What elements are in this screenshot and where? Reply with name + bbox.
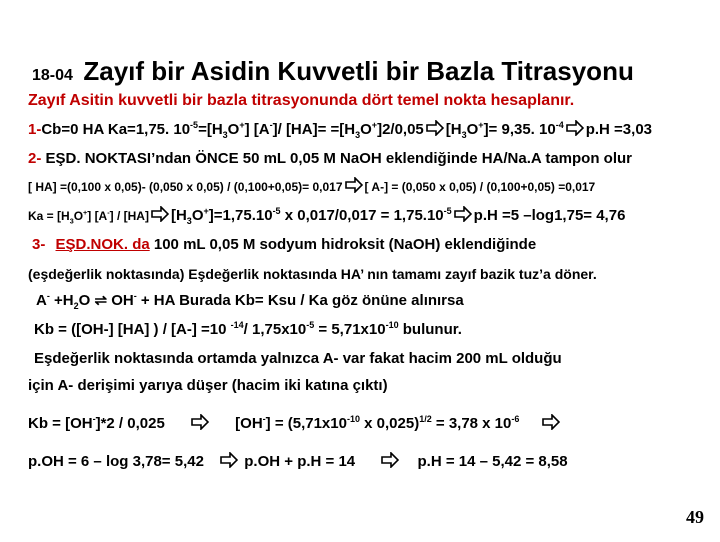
exponent: -5: [306, 320, 315, 330]
formula-part: [H: [170, 207, 187, 224]
formula-part: + HA Burada Kb= Ksu / Ka göz önüne alınırsa: [136, 292, 464, 309]
point-3-line-4: Eşdeğerlik noktasında ortamda yalnızca A- var fakat hacim 200 mL olduğu: [34, 350, 562, 367]
point-2-line-2: [28, 206, 625, 226]
formula-part: x 0,025): [359, 415, 420, 432]
subscript: 3: [222, 130, 228, 140]
formula-part: O: [191, 207, 204, 224]
superscript: -: [46, 291, 50, 301]
formula-part: O: [360, 121, 372, 138]
point-1-number: 1-: [28, 121, 42, 138]
superscript: -: [269, 120, 273, 130]
exponent: -5: [190, 120, 199, 130]
point-3-kb: [34, 320, 462, 338]
formula-part: ] [A: [244, 121, 270, 138]
formula-part: O: [227, 121, 240, 138]
formula-part: [ HA] =(0,100 x 0,05)- (0,050 x 0,05) / (0,100+0,05)= 0,017: [28, 180, 343, 194]
formula-part: = 3,78 x 10: [431, 415, 512, 432]
header: [32, 56, 634, 87]
exponent: -5: [272, 206, 281, 216]
right-arrow-icon: [566, 120, 584, 136]
right-arrow-icon: [542, 414, 560, 430]
right-arrow-icon: [426, 120, 444, 136]
exponent: -10: [346, 414, 360, 424]
subscript: 3: [355, 130, 361, 140]
point-3-line-5: için A- derişimi yarıya düşer (hacim iki katına çıktı): [28, 377, 388, 394]
superscript: -: [92, 414, 96, 424]
point-2: [28, 150, 632, 167]
point-3-text: 100 mL 0,05 M sodyum hidroksit (NaOH) eklendiğinde: [153, 236, 537, 253]
formula-part: = 5,71x10: [314, 321, 386, 338]
subscript: 2: [73, 301, 79, 311]
exponent: -14: [230, 320, 244, 330]
formula-part: 2/0,05: [382, 121, 424, 138]
superscript: +: [203, 206, 209, 216]
formula-part: x 0,017/0,017 = 1,75.10: [280, 207, 444, 224]
superscript: +: [371, 120, 378, 130]
point-3-label: EŞD.NOK. da: [55, 236, 150, 253]
superscript: +: [478, 120, 484, 130]
formula-part: ]*2 / 0,025: [95, 415, 165, 432]
formula-part: =[H: [198, 121, 223, 138]
subtitle: Zayıf Asitin kuvvetli bir bazla titrasyonunda dört temel nokta hesaplanır.: [28, 92, 575, 109]
formula-part: ] / [HA]: [109, 209, 149, 223]
right-arrow-icon: [454, 206, 472, 222]
right-arrow-icon: [381, 452, 399, 468]
right-arrow-icon: [345, 177, 363, 193]
exponent: -10: [385, 320, 399, 330]
superscript: -: [133, 291, 137, 301]
point-1-text: Cb=0 HA Ka=1,75. 10: [41, 121, 191, 138]
subscript: 3: [186, 216, 192, 226]
formula-part: Ka = [H: [28, 209, 70, 223]
exponent: -5: [443, 206, 452, 216]
formula-part: [ A-] = (0,050 x 0,05) / (0,100+0,05) =0,017: [364, 180, 596, 194]
exponent: 1/2: [419, 414, 432, 424]
subscript: 3: [461, 130, 467, 140]
formula-part: [OH: [235, 415, 263, 432]
superscript: +: [83, 208, 88, 217]
subscript: 3: [69, 216, 74, 226]
section-number: 18-04: [32, 67, 73, 84]
formula-part: Kb = [OH: [28, 415, 93, 432]
formula-part: [H: [445, 121, 462, 138]
formula-part: ]= 9,35. 10: [483, 121, 556, 138]
point-3-line-1: (eşdeğerlik noktasında) Eşdeğerlik noktasında HA’ nın tamamı zayıf bazik tuz’a döner.: [28, 266, 597, 282]
point-3-line-6: [28, 414, 562, 432]
superscript: +: [239, 120, 245, 130]
formula-part: / 1,75x10: [243, 321, 307, 338]
point-3-equation: [36, 291, 464, 311]
exponent: -6: [511, 414, 520, 424]
formula-part: O: [466, 121, 479, 138]
formula-part: p.OH = 6 – log 3,78= 5,42: [28, 453, 204, 470]
formula-part: ] = (5,71x10: [265, 415, 347, 432]
formula-part: p.H =3,03: [585, 121, 653, 138]
formula-part: ]: [377, 121, 383, 138]
formula-part: ] [A: [87, 209, 108, 223]
point-2-number: 2-: [28, 150, 42, 167]
formula-part: +H: [49, 292, 74, 309]
point-3-line-7: [28, 452, 568, 470]
formula-part: p.H =5 –log1,75= 4,76: [473, 207, 626, 224]
page-number: 49: [686, 507, 704, 527]
right-arrow-icon: [151, 206, 169, 222]
formula-part: ]=1,75.10: [208, 207, 273, 224]
formula-part: Kb = ([OH-] [HA] ) / [A-] =10: [34, 321, 231, 338]
point-3: [32, 236, 536, 253]
point-3-number: 3-: [32, 236, 46, 253]
superscript: -: [262, 414, 266, 424]
formula-part: p.H = 14 – 5,42 = 8,58: [417, 453, 568, 470]
exponent: -4: [555, 120, 564, 130]
formula-part: A: [36, 292, 47, 309]
superscript: -: [107, 208, 110, 217]
right-arrow-icon: [220, 452, 238, 468]
point-2-line-1: [28, 177, 595, 194]
formula-part: p.OH + p.H = 14: [244, 453, 356, 470]
page-title: Zayıf bir Asidin Kuvvetli bir Bazla Titrasyonu: [83, 56, 634, 86]
formula-part: O ⇌ OH: [78, 292, 134, 309]
point-1: [28, 120, 652, 140]
formula-part: O: [73, 209, 84, 223]
point-2-text: EŞD. NOKTASI’ndan ÖNCE 50 mL 0,05 M NaOH eklendiğinde HA/Na.A tampon olur: [41, 150, 632, 167]
right-arrow-icon: [191, 414, 209, 430]
formula-part: bulunur.: [398, 321, 462, 338]
formula-part: ]/ [HA]= =[H: [272, 121, 356, 138]
